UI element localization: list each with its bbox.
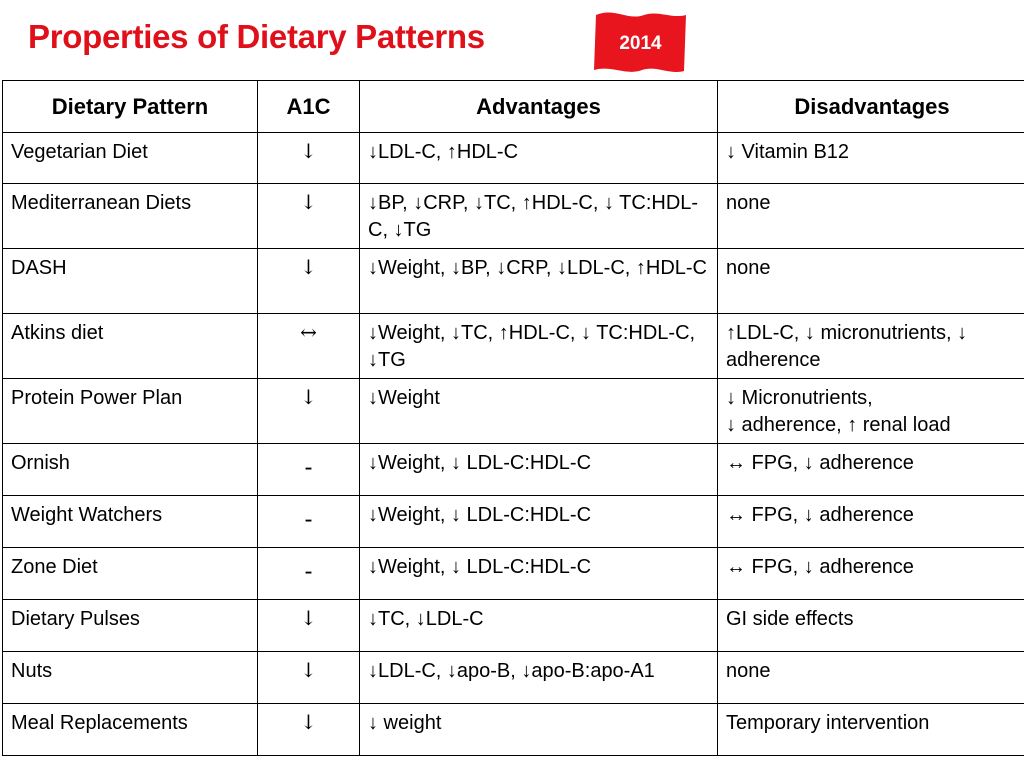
pattern-cell: Protein Power Plan [3, 379, 258, 444]
table-row [3, 444, 1024, 496]
advantages-cell: ↓Weight, ↓ LDL-C:HDL-C [360, 548, 718, 600]
table-row [3, 704, 1024, 756]
dietary-patterns-table [2, 80, 1024, 756]
pattern-cell: Meal Replacements [3, 704, 258, 756]
a1c-cell: ↓ [258, 600, 360, 652]
table-header-row [3, 81, 1024, 133]
advantages-cell: ↓Weight, ↓TC, ↑HDL-C, ↓ TC:HDL-C, ↓TG [360, 314, 718, 379]
table-row [3, 548, 1024, 600]
disadvantages-cell: ↓ Micronutrients, ↓ adherence, ↑ renal load [718, 379, 1024, 444]
table-row [3, 249, 1024, 314]
advantages-cell: ↓TC, ↓LDL-C [360, 600, 718, 652]
disadvantages-cell: ↑LDL-C, ↓ micronutrients, ↓ adherence [718, 314, 1024, 379]
advantages-cell: ↓Weight, ↓ LDL-C:HDL-C [360, 444, 718, 496]
pattern-cell: Vegetarian Diet [3, 133, 258, 184]
disadvantages-cell: ↔ FPG, ↓ adherence [718, 496, 1024, 548]
header-advantages: Advantages [360, 81, 718, 133]
header-dietary-pattern: Dietary Pattern [3, 81, 258, 133]
disadvantages-cell: ↔ FPG, ↓ adherence [718, 444, 1024, 496]
disadvantages-cell: ↓ Vitamin B12 [718, 133, 1024, 184]
pattern-cell: Dietary Pulses [3, 600, 258, 652]
disadvantages-cell: none [718, 184, 1024, 249]
disadvantages-cell: Temporary intervention [718, 704, 1024, 756]
pattern-cell: Nuts [3, 652, 258, 704]
advantages-cell: ↓LDL-C, ↑HDL-C [360, 133, 718, 184]
a1c-cell: ↓ [258, 133, 360, 184]
table-row [3, 133, 1024, 184]
year-label: 2014 [619, 33, 662, 54]
year-flag-badge [592, 9, 689, 75]
table-row [3, 184, 1024, 249]
advantages-cell: ↓Weight [360, 379, 718, 444]
header-a1c: A1C [258, 81, 360, 133]
pattern-cell: Weight Watchers [3, 496, 258, 548]
a1c-cell: ↓ [258, 184, 360, 249]
table-row [3, 314, 1024, 379]
disadvantages-cell: GI side effects [718, 600, 1024, 652]
pattern-cell: Atkins diet [3, 314, 258, 379]
table-row [3, 652, 1024, 704]
a1c-cell: - [258, 444, 360, 496]
a1c-cell: - [258, 496, 360, 548]
advantages-cell: ↓ weight [360, 704, 718, 756]
page-title: Properties of Dietary Patterns [28, 18, 485, 55]
table-row [3, 379, 1024, 444]
pattern-cell: Mediterranean Diets [3, 184, 258, 249]
advantages-cell: ↓Weight, ↓ LDL-C:HDL-C [360, 496, 718, 548]
header-disadvantages: Disadvantages [718, 81, 1024, 133]
pattern-cell: Zone Diet [3, 548, 258, 600]
advantages-cell: ↓BP, ↓CRP, ↓TC, ↑HDL-C, ↓ TC:HDL-C, ↓TG [360, 184, 718, 249]
pattern-cell: DASH [3, 249, 258, 314]
table-row [3, 496, 1024, 548]
disadvantages-cell: none [718, 652, 1024, 704]
disadvantages-cell: none [718, 249, 1024, 314]
a1c-cell: ↓ [258, 704, 360, 756]
a1c-cell: ↓ [258, 379, 360, 444]
table-row [3, 600, 1024, 652]
a1c-cell: ↔ [258, 314, 360, 379]
pattern-cell: Ornish [3, 444, 258, 496]
a1c-cell: ↓ [258, 652, 360, 704]
a1c-cell: - [258, 548, 360, 600]
advantages-cell: ↓Weight, ↓BP, ↓CRP, ↓LDL-C, ↑HDL-C [360, 249, 718, 314]
disadvantages-cell: ↔ FPG, ↓ adherence [718, 548, 1024, 600]
advantages-cell: ↓LDL-C, ↓apo-B, ↓apo-B:apo-A1 [360, 652, 718, 704]
a1c-cell: ↓ [258, 249, 360, 314]
